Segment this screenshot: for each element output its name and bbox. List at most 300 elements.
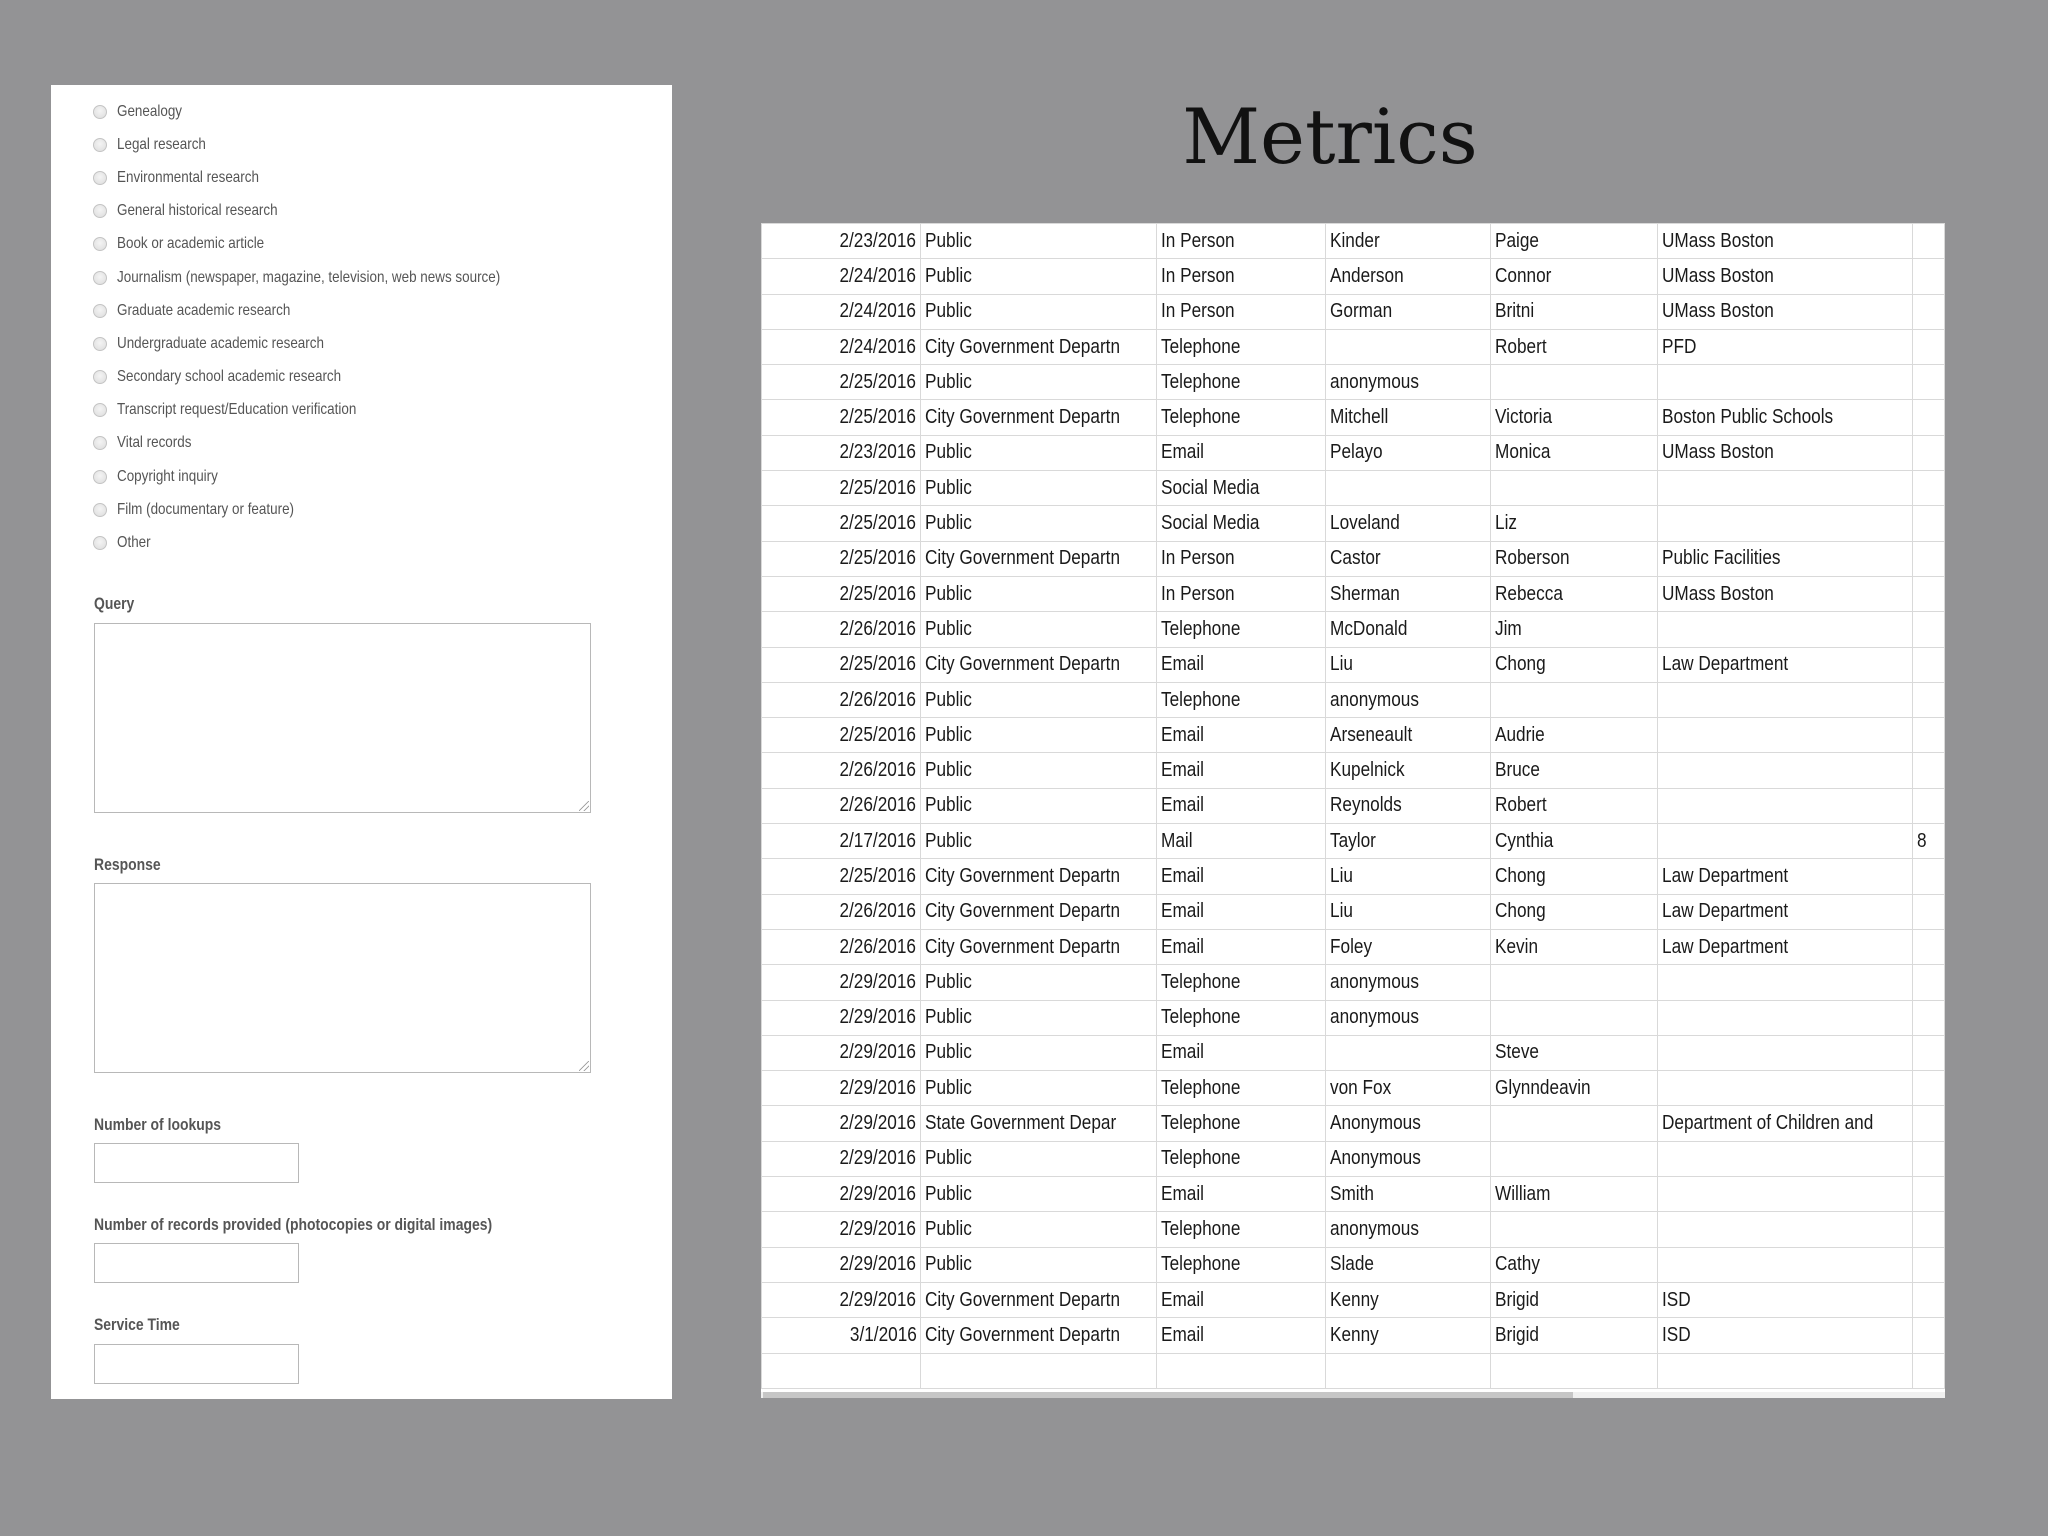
table-cell[interactable] — [1912, 541, 1944, 576]
radio-option[interactable] — [93, 493, 663, 526]
table-cell[interactable] — [1325, 1071, 1490, 1106]
table-cell[interactable] — [1157, 1318, 1325, 1353]
table-cell[interactable] — [921, 612, 1157, 647]
table-cell[interactable] — [1490, 753, 1657, 788]
radio-button[interactable] — [93, 536, 107, 550]
table-cell[interactable] — [1912, 435, 1944, 470]
table-cell[interactable] — [1157, 541, 1325, 576]
table-cell[interactable] — [1325, 365, 1490, 400]
table-cell[interactable] — [1912, 824, 1944, 859]
table-cell[interactable] — [1157, 1353, 1325, 1388]
table-cell[interactable] — [1325, 576, 1490, 611]
table-cell[interactable] — [1912, 1071, 1944, 1106]
table-row — [762, 859, 1945, 894]
radio-button[interactable] — [93, 271, 107, 285]
radio-option[interactable] — [93, 228, 663, 261]
table-cell[interactable] — [1490, 1353, 1657, 1388]
table-cell[interactable] — [921, 259, 1157, 294]
table-cell[interactable] — [1657, 894, 1912, 929]
table-cell[interactable] — [762, 1106, 921, 1141]
table-cell[interactable] — [1325, 1282, 1490, 1317]
table-cell[interactable] — [921, 1353, 1157, 1388]
table-cell[interactable] — [1490, 682, 1657, 717]
table-cell[interactable] — [1657, 1318, 1912, 1353]
table-cell[interactable] — [1657, 859, 1912, 894]
cell-text: Public — [925, 617, 973, 640]
table-cell[interactable] — [1157, 929, 1325, 964]
table-cell[interactable] — [1325, 506, 1490, 541]
table-cell[interactable] — [1912, 859, 1944, 894]
table-cell[interactable] — [1657, 718, 1912, 753]
table-cell[interactable] — [1325, 400, 1490, 435]
table-cell[interactable] — [762, 1071, 921, 1106]
cell-text: UMass Boston — [1661, 264, 1774, 287]
service-time-input[interactable] — [94, 1344, 299, 1384]
table-cell[interactable] — [1657, 1106, 1912, 1141]
radio-option[interactable] — [93, 394, 663, 427]
table-cell[interactable] — [1490, 1035, 1657, 1070]
table-cell[interactable] — [1657, 753, 1912, 788]
radio-option[interactable] — [93, 294, 663, 327]
table-cell[interactable] — [1912, 1247, 1944, 1282]
radio-button[interactable] — [93, 138, 107, 152]
table-cell[interactable] — [1490, 1318, 1657, 1353]
table-cell[interactable] — [1325, 612, 1490, 647]
table-cell[interactable] — [1325, 435, 1490, 470]
radio-option[interactable] — [93, 161, 663, 194]
table-cell[interactable] — [1157, 259, 1325, 294]
table-cell[interactable] — [1657, 824, 1912, 859]
cell-text: State Government Depar — [925, 1112, 1117, 1135]
table-cell[interactable] — [1657, 1353, 1912, 1388]
table-cell[interactable] — [1912, 682, 1944, 717]
table-cell[interactable] — [1490, 647, 1657, 682]
table-cell[interactable] — [1325, 1106, 1490, 1141]
table-cell[interactable] — [762, 859, 921, 894]
table-cell[interactable] — [1157, 435, 1325, 470]
table-cell[interactable] — [1657, 929, 1912, 964]
table-cell[interactable] — [1325, 1035, 1490, 1070]
table-cell[interactable] — [1657, 294, 1912, 329]
horizontal-scrollbar[interactable] — [761, 1392, 1945, 1398]
radio-option[interactable] — [93, 361, 663, 394]
table-cell[interactable] — [1490, 400, 1657, 435]
table-cell[interactable] — [1912, 294, 1944, 329]
table-cell[interactable] — [1157, 224, 1325, 259]
table-cell[interactable] — [762, 576, 921, 611]
cell-text: 2/24/2016 — [839, 264, 917, 287]
table-cell[interactable] — [1157, 718, 1325, 753]
table-cell[interactable] — [762, 718, 921, 753]
table-cell[interactable] — [762, 1000, 921, 1035]
table-cell[interactable] — [921, 929, 1157, 964]
table-cell[interactable] — [1657, 400, 1912, 435]
cell-text: Cathy — [1494, 1253, 1540, 1276]
table-cell[interactable] — [1490, 718, 1657, 753]
table-cell[interactable] — [1657, 576, 1912, 611]
table-cell[interactable] — [1490, 259, 1657, 294]
table-cell[interactable] — [921, 329, 1157, 364]
table-cell[interactable] — [1657, 682, 1912, 717]
table-cell[interactable] — [1657, 1141, 1912, 1176]
table-cell[interactable] — [1490, 894, 1657, 929]
radio-option[interactable] — [93, 95, 663, 128]
radio-button[interactable] — [93, 436, 107, 450]
table-cell[interactable] — [1325, 329, 1490, 364]
table-cell[interactable] — [921, 1282, 1157, 1317]
table-cell[interactable] — [762, 612, 921, 647]
cell-text: Public — [925, 688, 973, 711]
table-cell[interactable] — [1157, 400, 1325, 435]
table-cell[interactable] — [921, 965, 1157, 1000]
table-cell[interactable] — [1912, 894, 1944, 929]
table-cell[interactable] — [1325, 224, 1490, 259]
table-cell[interactable] — [921, 365, 1157, 400]
table-row — [762, 1212, 1945, 1247]
table-cell[interactable] — [762, 1141, 921, 1176]
table-cell[interactable] — [1657, 1035, 1912, 1070]
table-cell[interactable] — [1325, 1212, 1490, 1247]
table-cell[interactable] — [762, 753, 921, 788]
table-cell[interactable] — [1325, 259, 1490, 294]
table-cell[interactable] — [762, 1177, 921, 1212]
table-cell[interactable] — [1912, 718, 1944, 753]
table-cell[interactable] — [762, 294, 921, 329]
cell-text: Telephone — [1161, 1253, 1241, 1276]
table-cell[interactable] — [921, 682, 1157, 717]
cell-text: Public — [925, 970, 973, 993]
cell-text: Cynthia — [1494, 829, 1553, 852]
table-cell[interactable] — [1490, 1141, 1657, 1176]
radio-option[interactable] — [93, 195, 663, 228]
table-cell[interactable] — [762, 506, 921, 541]
table-cell[interactable] — [1912, 1141, 1944, 1176]
table-row — [762, 1318, 1945, 1353]
table-cell[interactable] — [1325, 965, 1490, 1000]
table-cell[interactable] — [1912, 576, 1944, 611]
table-cell[interactable] — [1157, 1106, 1325, 1141]
table-cell[interactable] — [762, 1318, 921, 1353]
table-cell[interactable] — [1657, 965, 1912, 1000]
radio-option[interactable] — [93, 261, 663, 294]
table-cell[interactable] — [1325, 859, 1490, 894]
table-row — [762, 612, 1945, 647]
table-cell[interactable] — [1490, 471, 1657, 506]
table-cell[interactable] — [1157, 753, 1325, 788]
table-cell[interactable] — [762, 682, 921, 717]
cell-text: 2/29/2016 — [839, 1288, 917, 1311]
resize-grip-icon[interactable] — [579, 1061, 589, 1071]
table-cell[interactable] — [1325, 1318, 1490, 1353]
cell-text: City Government Departn — [925, 547, 1121, 570]
table-cell[interactable] — [921, 753, 1157, 788]
table-cell[interactable] — [762, 1035, 921, 1070]
table-cell[interactable] — [1657, 647, 1912, 682]
table-cell[interactable] — [1157, 365, 1325, 400]
table-cell[interactable] — [1490, 929, 1657, 964]
table-cell[interactable] — [1657, 224, 1912, 259]
table-cell[interactable] — [762, 1212, 921, 1247]
table-cell[interactable] — [1490, 329, 1657, 364]
table-cell[interactable] — [1157, 329, 1325, 364]
table-cell[interactable] — [1657, 788, 1912, 823]
table-cell[interactable] — [1490, 1177, 1657, 1212]
table-cell[interactable] — [1657, 1000, 1912, 1035]
table-cell[interactable] — [1325, 682, 1490, 717]
table-cell[interactable] — [921, 1106, 1157, 1141]
table-cell[interactable] — [762, 435, 921, 470]
radio-button[interactable] — [93, 403, 107, 417]
table-cell[interactable] — [1157, 788, 1325, 823]
table-cell[interactable] — [762, 824, 921, 859]
table-cell[interactable] — [1490, 435, 1657, 470]
table-cell[interactable] — [1325, 1177, 1490, 1212]
table-cell[interactable] — [1912, 1106, 1944, 1141]
table-cell[interactable] — [1490, 1071, 1657, 1106]
cell-text: Email — [1161, 1323, 1205, 1346]
table-cell[interactable] — [1490, 365, 1657, 400]
resize-grip-icon[interactable] — [579, 801, 589, 811]
table-cell[interactable] — [1325, 718, 1490, 753]
table-cell[interactable] — [1325, 1247, 1490, 1282]
table-cell[interactable] — [1490, 965, 1657, 1000]
table-cell[interactable] — [1325, 647, 1490, 682]
table-cell[interactable] — [1657, 471, 1912, 506]
table-cell[interactable] — [1157, 1071, 1325, 1106]
table-cell[interactable] — [921, 506, 1157, 541]
table-cell[interactable] — [921, 1141, 1157, 1176]
radio-option[interactable] — [93, 460, 663, 493]
radio-button[interactable] — [93, 337, 107, 351]
table-cell[interactable] — [1325, 788, 1490, 823]
table-cell[interactable] — [1157, 1177, 1325, 1212]
radio-button[interactable] — [93, 304, 107, 318]
radio-button[interactable] — [93, 204, 107, 218]
table-cell[interactable] — [1912, 647, 1944, 682]
table-cell[interactable] — [1325, 824, 1490, 859]
table-cell[interactable] — [1490, 1212, 1657, 1247]
radio-button[interactable] — [93, 237, 107, 251]
table-cell[interactable] — [921, 541, 1157, 576]
table-cell[interactable] — [1325, 1000, 1490, 1035]
radio-option[interactable] — [93, 526, 663, 559]
table-cell[interactable] — [1325, 929, 1490, 964]
table-cell[interactable] — [762, 1282, 921, 1317]
table-cell[interactable] — [1912, 1000, 1944, 1035]
table-row — [762, 1282, 1945, 1317]
table-cell[interactable] — [762, 894, 921, 929]
cell-text: UMass Boston — [1661, 441, 1774, 464]
radio-option[interactable] — [93, 128, 663, 161]
table-cell[interactable] — [762, 1353, 921, 1388]
table-cell[interactable] — [1657, 612, 1912, 647]
table-cell[interactable] — [762, 965, 921, 1000]
cell-text: 2/17/2016 — [839, 829, 917, 852]
table-cell[interactable] — [1912, 1282, 1944, 1317]
table-cell[interactable] — [1157, 612, 1325, 647]
scrollbar-thumb[interactable] — [763, 1392, 1573, 1398]
table-cell[interactable] — [921, 788, 1157, 823]
response-label: Response — [94, 855, 161, 874]
table-cell[interactable] — [1490, 1282, 1657, 1317]
table-cell[interactable] — [762, 1247, 921, 1282]
cell-text: Telephone — [1161, 1006, 1241, 1029]
table-cell[interactable] — [1490, 541, 1657, 576]
radio-button[interactable] — [93, 171, 107, 185]
table-row — [762, 1035, 1945, 1070]
table-cell[interactable] — [921, 894, 1157, 929]
table-cell[interactable] — [1657, 435, 1912, 470]
table-cell[interactable] — [1912, 400, 1944, 435]
table-cell[interactable] — [1157, 894, 1325, 929]
radio-label: Film (documentary or feature) — [117, 500, 295, 518]
table-cell[interactable] — [1912, 506, 1944, 541]
radio-option[interactable] — [93, 427, 663, 460]
table-cell[interactable] — [1325, 541, 1490, 576]
table-cell[interactable] — [1912, 753, 1944, 788]
table-cell[interactable] — [1157, 859, 1325, 894]
table-cell[interactable] — [1912, 329, 1944, 364]
radio-button[interactable] — [93, 370, 107, 384]
table-cell[interactable] — [1157, 471, 1325, 506]
table-cell[interactable] — [921, 576, 1157, 611]
table-cell[interactable] — [1657, 541, 1912, 576]
cell-text: Public Facilities — [1661, 547, 1781, 570]
request-form-panel — [51, 85, 672, 1399]
table-cell[interactable] — [1912, 965, 1944, 1000]
table-cell[interactable] — [921, 294, 1157, 329]
table-cell[interactable] — [762, 259, 921, 294]
table-cell[interactable] — [1657, 1212, 1912, 1247]
table-cell[interactable] — [762, 400, 921, 435]
table-cell[interactable] — [1157, 682, 1325, 717]
table-cell[interactable] — [1157, 965, 1325, 1000]
table-cell[interactable] — [1912, 612, 1944, 647]
table-cell[interactable] — [1490, 1247, 1657, 1282]
table-cell[interactable] — [1157, 647, 1325, 682]
table-cell[interactable] — [762, 541, 921, 576]
table-cell[interactable] — [762, 365, 921, 400]
table-cell[interactable] — [1657, 1071, 1912, 1106]
cell-text: 2/29/2016 — [839, 1076, 917, 1099]
table-cell[interactable] — [1490, 612, 1657, 647]
cell-text: 2/29/2016 — [839, 1253, 917, 1276]
cell-text: Chong — [1494, 864, 1546, 887]
table-cell[interactable] — [1490, 1106, 1657, 1141]
table-cell[interactable] — [1912, 1212, 1944, 1247]
table-cell[interactable] — [1490, 1000, 1657, 1035]
table-cell[interactable] — [762, 647, 921, 682]
radio-button[interactable] — [93, 503, 107, 517]
table-cell[interactable] — [1490, 224, 1657, 259]
table-cell[interactable] — [921, 859, 1157, 894]
table-cell[interactable] — [1490, 506, 1657, 541]
table-cell[interactable] — [1912, 365, 1944, 400]
table-cell[interactable] — [1157, 506, 1325, 541]
table-cell[interactable] — [921, 1318, 1157, 1353]
table-cell[interactable] — [1325, 894, 1490, 929]
table-cell[interactable] — [1325, 753, 1490, 788]
query-textarea[interactable] — [94, 623, 591, 813]
table-cell[interactable] — [1490, 576, 1657, 611]
table-cell[interactable] — [1157, 1035, 1325, 1070]
table-cell[interactable] — [1157, 824, 1325, 859]
table-cell[interactable] — [1657, 259, 1912, 294]
table-cell[interactable] — [921, 647, 1157, 682]
table-cell[interactable] — [1912, 929, 1944, 964]
table-cell[interactable] — [921, 1035, 1157, 1070]
table-cell[interactable] — [1325, 1353, 1490, 1388]
table-cell[interactable] — [1912, 1177, 1944, 1212]
table-cell[interactable] — [921, 471, 1157, 506]
table-cell[interactable] — [1325, 1141, 1490, 1176]
cell-text: Jim — [1494, 617, 1522, 640]
table-cell[interactable] — [921, 1212, 1157, 1247]
table-cell[interactable] — [1157, 576, 1325, 611]
table-cell[interactable] — [1912, 224, 1944, 259]
table-cell[interactable] — [921, 1000, 1157, 1035]
table-cell[interactable] — [1912, 1035, 1944, 1070]
cell-text: Reynolds — [1329, 794, 1402, 817]
table-cell[interactable] — [921, 224, 1157, 259]
lookups-input[interactable] — [94, 1143, 299, 1183]
table-cell[interactable] — [1657, 1177, 1912, 1212]
cell-text: Law Department — [1661, 935, 1789, 958]
table-cell[interactable] — [1657, 1247, 1912, 1282]
table-cell[interactable] — [1912, 788, 1944, 823]
table-cell[interactable] — [1912, 1318, 1944, 1353]
table-cell[interactable] — [1490, 859, 1657, 894]
table-cell[interactable] — [1490, 294, 1657, 329]
table-cell[interactable] — [1657, 365, 1912, 400]
table-cell[interactable] — [1657, 506, 1912, 541]
table-cell[interactable] — [1912, 1353, 1944, 1388]
radio-button[interactable] — [93, 470, 107, 484]
table-cell[interactable] — [1490, 788, 1657, 823]
radio-option[interactable] — [93, 327, 663, 360]
response-textarea[interactable] — [94, 883, 591, 1073]
table-cell[interactable] — [1657, 1282, 1912, 1317]
table-cell[interactable] — [762, 471, 921, 506]
table-cell[interactable] — [921, 1177, 1157, 1212]
table-cell[interactable] — [1157, 294, 1325, 329]
table-cell[interactable] — [1325, 471, 1490, 506]
radio-button[interactable] — [93, 105, 107, 119]
table-cell[interactable] — [762, 788, 921, 823]
table-cell[interactable] — [762, 224, 921, 259]
table-cell[interactable] — [1490, 824, 1657, 859]
table-cell[interactable] — [921, 824, 1157, 859]
table-cell[interactable] — [1325, 294, 1490, 329]
table-cell[interactable] — [1912, 259, 1944, 294]
table-cell[interactable] — [1657, 329, 1912, 364]
table-cell[interactable] — [1157, 1212, 1325, 1247]
table-cell[interactable] — [1912, 471, 1944, 506]
table-cell[interactable] — [921, 1071, 1157, 1106]
query-label: Query — [94, 594, 135, 613]
table-cell[interactable] — [921, 400, 1157, 435]
table-cell[interactable] — [921, 718, 1157, 753]
table-cell[interactable] — [921, 1247, 1157, 1282]
table-cell[interactable] — [762, 929, 921, 964]
table-cell[interactable] — [921, 435, 1157, 470]
table-cell[interactable] — [1157, 1000, 1325, 1035]
table-cell[interactable] — [762, 329, 921, 364]
records-input[interactable] — [94, 1243, 299, 1283]
table-cell[interactable] — [1157, 1247, 1325, 1282]
table-cell[interactable] — [1157, 1282, 1325, 1317]
table-cell[interactable] — [1157, 1141, 1325, 1176]
